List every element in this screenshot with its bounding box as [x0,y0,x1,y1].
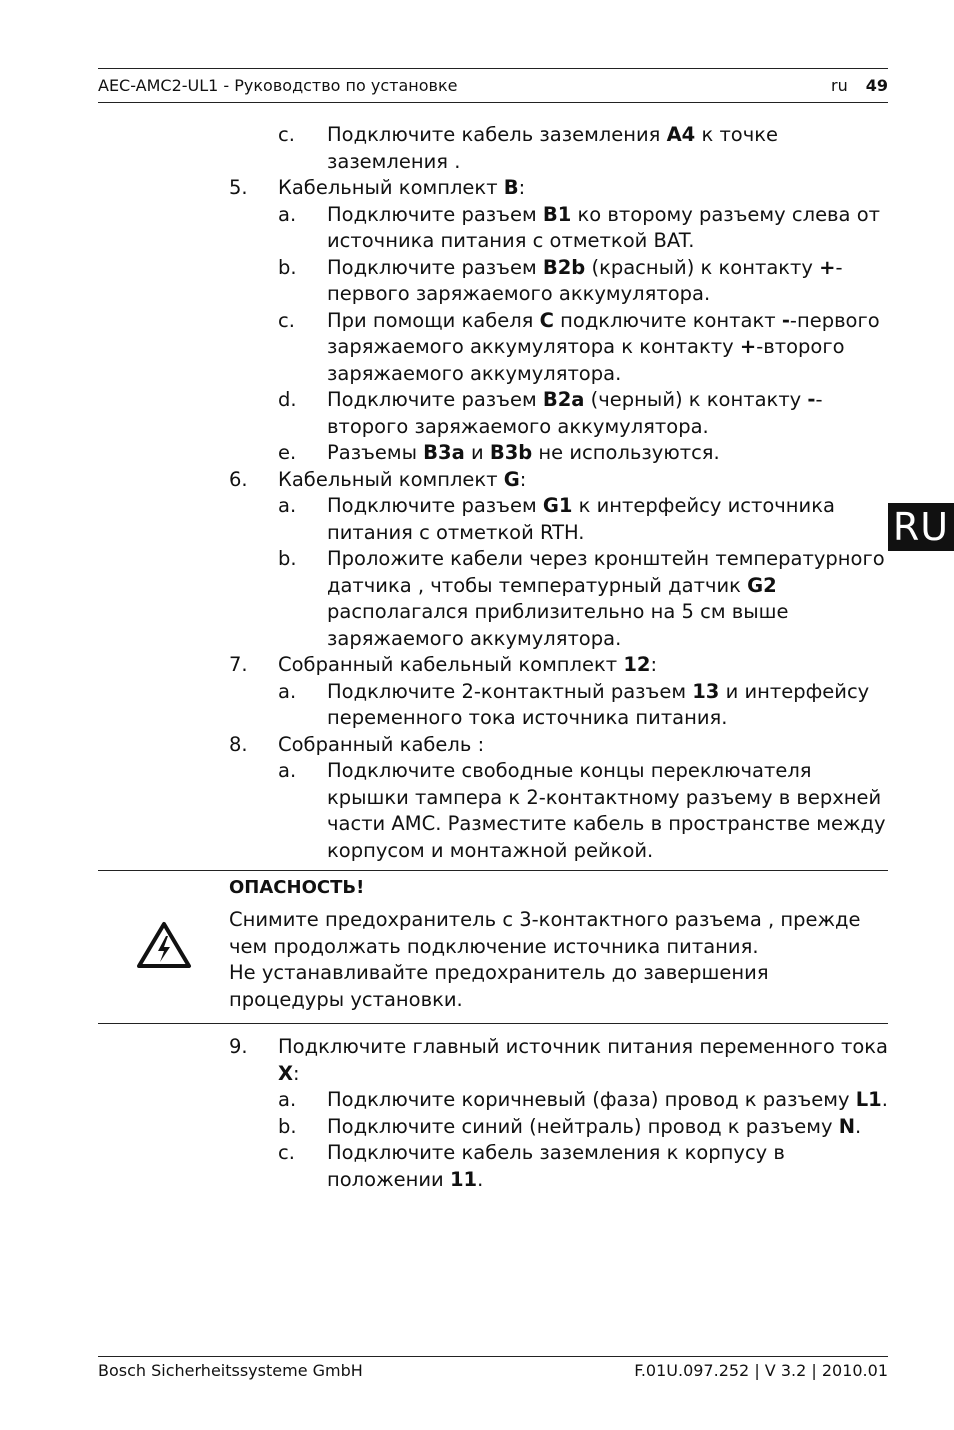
substep-4c [0,122,954,175]
substep-8a [0,758,954,864]
step-5 [0,175,954,202]
substep-text: Подключите коричневый (фаза) провод к разъему L1. [327,1088,888,1111]
step-number: 7. [229,653,248,676]
substep-letter: d. [278,388,297,411]
step-text: Собранный кабель : [278,732,485,756]
document-version: F.01U.097.252 | V 3.2 | 2010.01 [634,1361,888,1380]
page-number: 49 [865,76,888,95]
danger-line-2: Не устанавливайте предохранитель до завершения процедуры установки. [229,961,769,1011]
instruction-content [0,122,954,1193]
publisher: Bosch Sicherheitssysteme GmbH [98,1361,363,1380]
substep-text: Подключите разъем B1 ко второму разъему слева от источника питания с отметкой BAT. [327,202,880,252]
substep-letter: c. [278,123,295,146]
language-side-tab: RU [888,503,954,551]
substep-9c [0,1140,954,1193]
substep-9a [0,1087,954,1114]
substep-9b [0,1114,954,1141]
step-number: 5. [229,176,248,199]
document-title: AEC-AMC2-UL1 - Руководство по установке [98,76,458,95]
step-9 [0,1034,954,1087]
step-6 [0,467,954,494]
language-code: ru [831,76,848,95]
substep-text: Проложите кабели через кронштейн температурного датчика , чтобы температурный датчик G2 располагался приблизительно на 5 см выше заряжаемого аккумулятора. [327,547,885,650]
step-text: Подключите главный источник питания переменного тока X: [278,1035,888,1085]
step-number: 6. [229,467,248,491]
danger-title: ОПАСНОСТЬ! [229,877,365,898]
substep-text: Подключите разъем G1 к интерфейсу источника питания с отметкой RTH. [327,494,835,544]
substep-6a [0,493,954,546]
substep-letter: a. [278,679,297,703]
substep-letter: a. [278,759,297,782]
high-voltage-warning-icon [136,921,192,969]
step-text: Кабельный комплект B: [278,176,526,199]
danger-line-1: Снимите предохранитель с 3-контактного разъема , прежде чем продолжать подключение источника питания. [229,908,861,958]
substep-letter: c. [278,1141,295,1164]
step-text: Собранный кабельный комплект 12: [278,653,658,676]
substep-5a [0,202,954,255]
substep-7a [0,679,954,732]
substep-text: Подключите кабель заземления A4 к точке заземления . [327,123,779,173]
substep-text: Подключите синий (нейтраль) провод к разъему N. [327,1114,862,1138]
substep-letter: b. [278,547,297,570]
step-8 [0,732,954,759]
substep-text: Подключите разъем B2a (черный) к контакту -- второго заряжаемого аккумулятора. [327,388,823,438]
substep-5c [0,308,954,388]
step-number: 9. [229,1035,248,1058]
substep-text: Разъемы B3a и B3b не используются. [327,441,720,464]
substep-text: Подключите 2-контактный разъем 13 и интерфейсу переменного тока источника питания. [327,679,870,729]
substep-letter: c. [278,308,295,332]
page-footer [98,1356,888,1380]
substep-letter: a. [278,494,297,517]
danger-notice [98,870,888,1024]
substep-text: Подключите свободные концы переключателя крышки тампера к 2-контактному разъему в верхней части AMC. Разместите кабель в пространстве между корпусом и монтажной рейкой. [327,759,886,862]
substep-letter: a. [278,1088,297,1111]
step-number: 8. [229,732,248,756]
substep-text: При помощи кабеля C подключите контакт --первого заряжаемого аккумулятора к контакту +-второго заряжаемого аккумулятора. [327,308,880,385]
step-7 [0,652,954,679]
substep-6b [0,546,954,652]
substep-5d [0,387,954,440]
substep-text: Подключите разъем B2b (красный) к контакту +- первого заряжаемого аккумулятора. [327,255,843,305]
substep-letter: b. [278,1114,297,1138]
substep-5e [0,440,954,467]
substep-letter: e. [278,441,297,464]
substep-text: Подключите кабель заземления к корпусу в положении 11. [327,1141,785,1191]
page-header [98,68,888,103]
substep-letter: b. [278,255,297,279]
danger-text [229,907,869,1013]
substep-letter: a. [278,202,297,226]
step-text: Кабельный комплект G: [278,467,527,491]
substep-5b [0,255,954,308]
